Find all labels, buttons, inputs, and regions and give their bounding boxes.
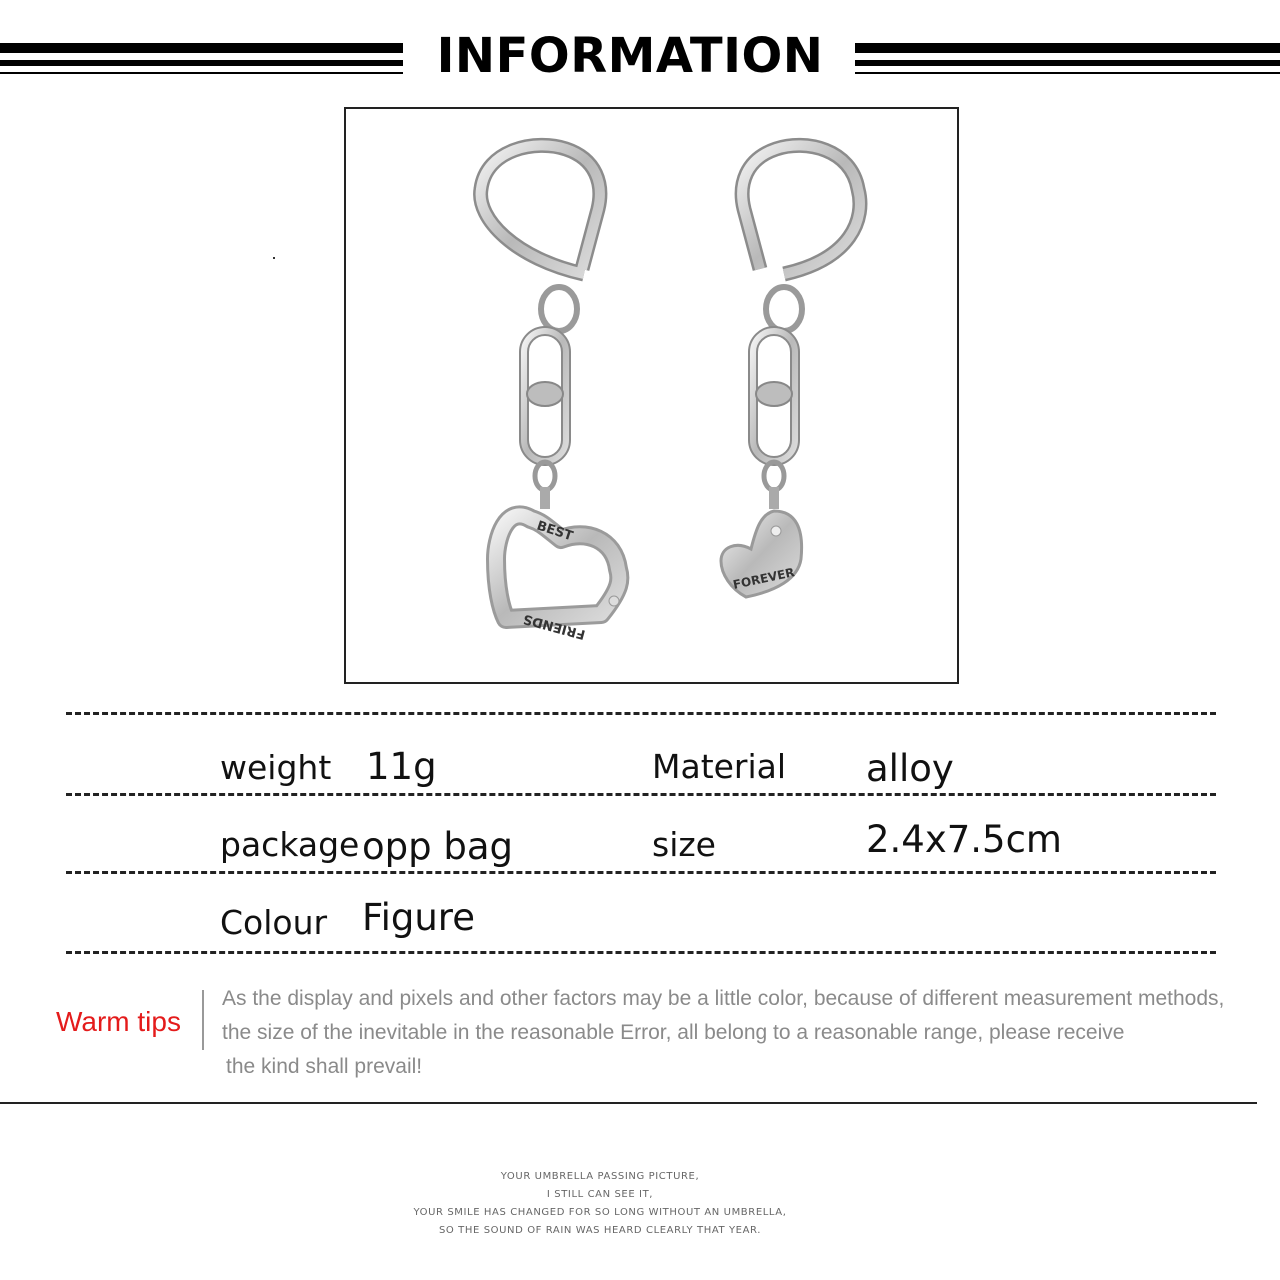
table-divider-4 bbox=[66, 951, 1216, 954]
weight-label: weight bbox=[220, 748, 332, 787]
header-bar-right-bottom bbox=[855, 60, 1280, 66]
warm-tips-line-2: the size of the inevitable in the reasonable Error, all belong to a reasonable range, please receive bbox=[222, 1021, 1125, 1044]
section-rule bbox=[0, 1102, 1257, 1104]
package-value: opp bag bbox=[362, 825, 514, 868]
warm-tips-label: Warm tips bbox=[56, 1006, 181, 1037]
header-bar-left-bottom bbox=[0, 60, 403, 66]
charm-text-forever: FOREVER bbox=[731, 565, 796, 592]
table-divider-2 bbox=[66, 793, 1216, 796]
warm-tips-line-1: As the display and pixels and other factors may be a little color, because of different measurement methods, bbox=[222, 987, 1225, 1010]
footer-line-4: SO THE SOUND OF RAIN WAS HEARD CLEARLY THAT YEAR. bbox=[438, 1225, 762, 1236]
keychain-illustration bbox=[346, 109, 957, 682]
header-bar-right-line bbox=[855, 72, 1280, 74]
stray-dot bbox=[273, 257, 275, 259]
material-label: Material bbox=[652, 747, 787, 786]
colour-value: Figure bbox=[362, 896, 475, 939]
footer-line-2: I STILL CAN SEE IT, bbox=[546, 1189, 654, 1200]
left-keychain bbox=[481, 145, 620, 619]
header-bar-right-top bbox=[855, 43, 1280, 53]
product-image-frame bbox=[344, 107, 959, 684]
charm-text-best: BEST bbox=[534, 518, 575, 545]
weight-value: 11g bbox=[366, 745, 437, 788]
package-label: package bbox=[220, 825, 360, 864]
size-value: 2.4x7.5cm bbox=[866, 818, 1062, 861]
footer-line-1: YOUR UMBRELLA PASSING PICTURE, bbox=[500, 1171, 700, 1182]
page-title: INFORMATION bbox=[436, 28, 824, 84]
footer-line-3: YOUR SMILE HAS CHANGED FOR SO LONG WITHOUT AN UMBRELLA, bbox=[413, 1207, 787, 1218]
header-bar-left-line bbox=[0, 72, 403, 74]
header-bar-left-top bbox=[0, 43, 403, 53]
colour-label: Colour bbox=[220, 903, 328, 942]
warm-tips-line-3: the kind shall prevail! bbox=[226, 1055, 423, 1078]
warm-tips-separator bbox=[202, 990, 204, 1050]
size-label: size bbox=[652, 825, 716, 864]
right-keychain bbox=[721, 145, 860, 597]
table-divider-3 bbox=[66, 871, 1216, 874]
material-value: alloy bbox=[866, 747, 954, 790]
charm-text-friends: FRIENDS bbox=[521, 610, 588, 642]
table-divider-1 bbox=[66, 712, 1216, 715]
